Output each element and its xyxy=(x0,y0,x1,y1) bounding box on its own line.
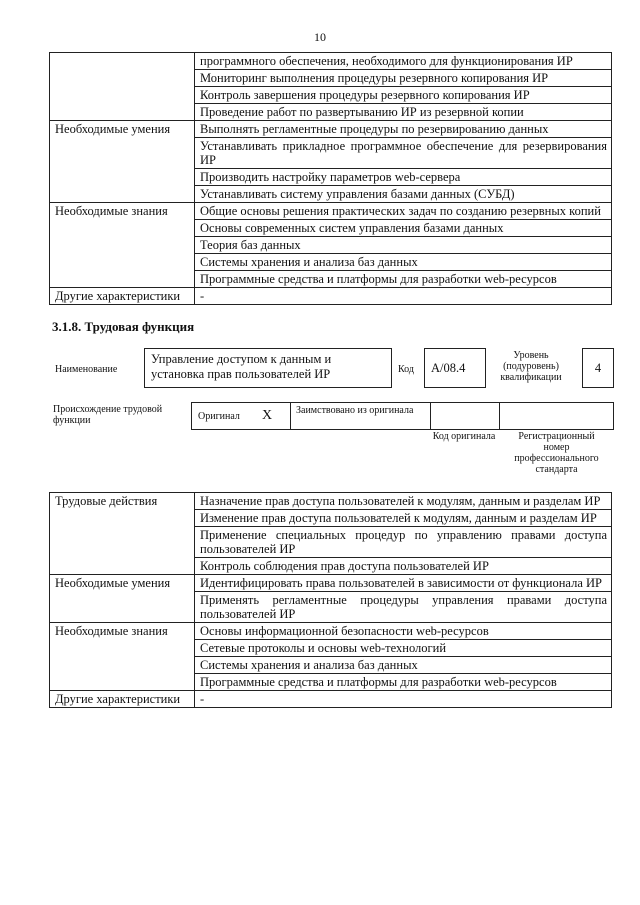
row-item: Производить настройку параметров web-сервера xyxy=(195,169,612,186)
row-item: Выполнять регламентные процедуры по резервированию данных xyxy=(195,121,612,138)
borrowed-box xyxy=(290,402,431,430)
row-label: Необходимые знания xyxy=(50,203,195,288)
table-row xyxy=(50,121,612,138)
level-box xyxy=(582,348,614,388)
level-value: 4 xyxy=(594,361,602,375)
table-row xyxy=(50,691,612,708)
origin-reg-box xyxy=(499,402,614,430)
name-value: Управление доступом к данным и установка прав пользователей ИР xyxy=(151,352,332,381)
name-box xyxy=(144,348,392,388)
row-item: Устанавливать систему управления базами данных (СУБД) xyxy=(195,186,612,203)
row-item: Проведение работ по развертыванию ИР из резервной копии xyxy=(195,104,612,121)
row-item: Мониторинг выполнения процедуры резервного копирования ИР xyxy=(195,70,612,87)
row-item: Контроль соблюдения прав доступа пользователей ИР xyxy=(195,558,612,575)
code-label: Код xyxy=(398,364,414,375)
row-item: Системы хранения и анализа баз данных xyxy=(195,254,612,271)
table-row xyxy=(50,575,612,592)
borrowed-label: Заимствовано из оригинала xyxy=(296,405,414,416)
original-mark: X xyxy=(262,408,273,423)
row-item: - xyxy=(195,691,612,708)
section-heading: 3.1.8. Трудовая функция xyxy=(52,319,195,334)
origin-label: Происхождение трудовой функции xyxy=(53,404,163,426)
row-item: Применение специальных процедур по управлению правами доступа пользователей ИР xyxy=(195,527,612,558)
row-label xyxy=(50,53,195,121)
row-item: Устанавливать прикладное программное обеспечение для резервирования ИР xyxy=(195,138,612,169)
row-item: - xyxy=(195,288,612,305)
original-box xyxy=(191,402,291,430)
level-label: Уровень (подуровень) квалификации xyxy=(500,350,562,383)
table-row xyxy=(50,53,612,70)
row-label: Необходимые знания xyxy=(50,623,195,691)
row-item: Основы информационной безопасности web-ресурсов xyxy=(195,623,612,640)
row-item: Сетевые протоколы и основы web-технологий xyxy=(195,640,612,657)
table-row xyxy=(50,623,612,640)
row-label: Трудовые действия xyxy=(50,493,195,575)
row-item: Общие основы решения практических задач по созданию резервных копий xyxy=(195,203,612,220)
code-box xyxy=(424,348,486,388)
competency-table-continued xyxy=(49,52,612,305)
row-item: программного обеспечения, необходимого для функционирования ИР xyxy=(195,53,612,70)
page-number: 10 xyxy=(314,30,326,44)
reg-caption: Регистрационный номер профессионального стандарта xyxy=(514,431,599,475)
labor-function-table xyxy=(49,492,612,708)
row-item: Основы современных систем управления базами данных xyxy=(195,220,612,237)
row-label: Другие характеристики xyxy=(50,288,195,305)
row-item: Системы хранения и анализа баз данных xyxy=(195,657,612,674)
row-label: Необходимые умения xyxy=(50,575,195,623)
name-label: Наименование xyxy=(55,364,118,375)
row-item: Идентифицировать права пользователей в зависимости от функционала ИР xyxy=(195,575,612,592)
code-caption: Код оригинала xyxy=(432,431,496,442)
row-item: Назначение прав доступа пользователей к модулям, данным и разделам ИР xyxy=(195,493,612,510)
row-label: Необходимые умения xyxy=(50,121,195,203)
row-item: Программные средства и платформы для разработки web-ресурсов xyxy=(195,271,612,288)
row-item: Теория баз данных xyxy=(195,237,612,254)
row-item: Применять регламентные процедуры управления правами доступа пользователей ИР xyxy=(195,592,612,623)
origin-code-box xyxy=(430,402,500,430)
row-item: Контроль завершения процедуры резервного копирования ИР xyxy=(195,87,612,104)
table-row xyxy=(50,203,612,220)
table-row xyxy=(50,288,612,305)
row-item: Изменение прав доступа пользователей к модулям, данным и разделам ИР xyxy=(195,510,612,527)
code-value: A/08.4 xyxy=(431,361,466,375)
original-label: Оригинал xyxy=(198,411,240,422)
table-row xyxy=(50,493,612,510)
row-label: Другие характеристики xyxy=(50,691,195,708)
row-item: Программные средства и платформы для разработки web-ресурсов xyxy=(195,674,612,691)
